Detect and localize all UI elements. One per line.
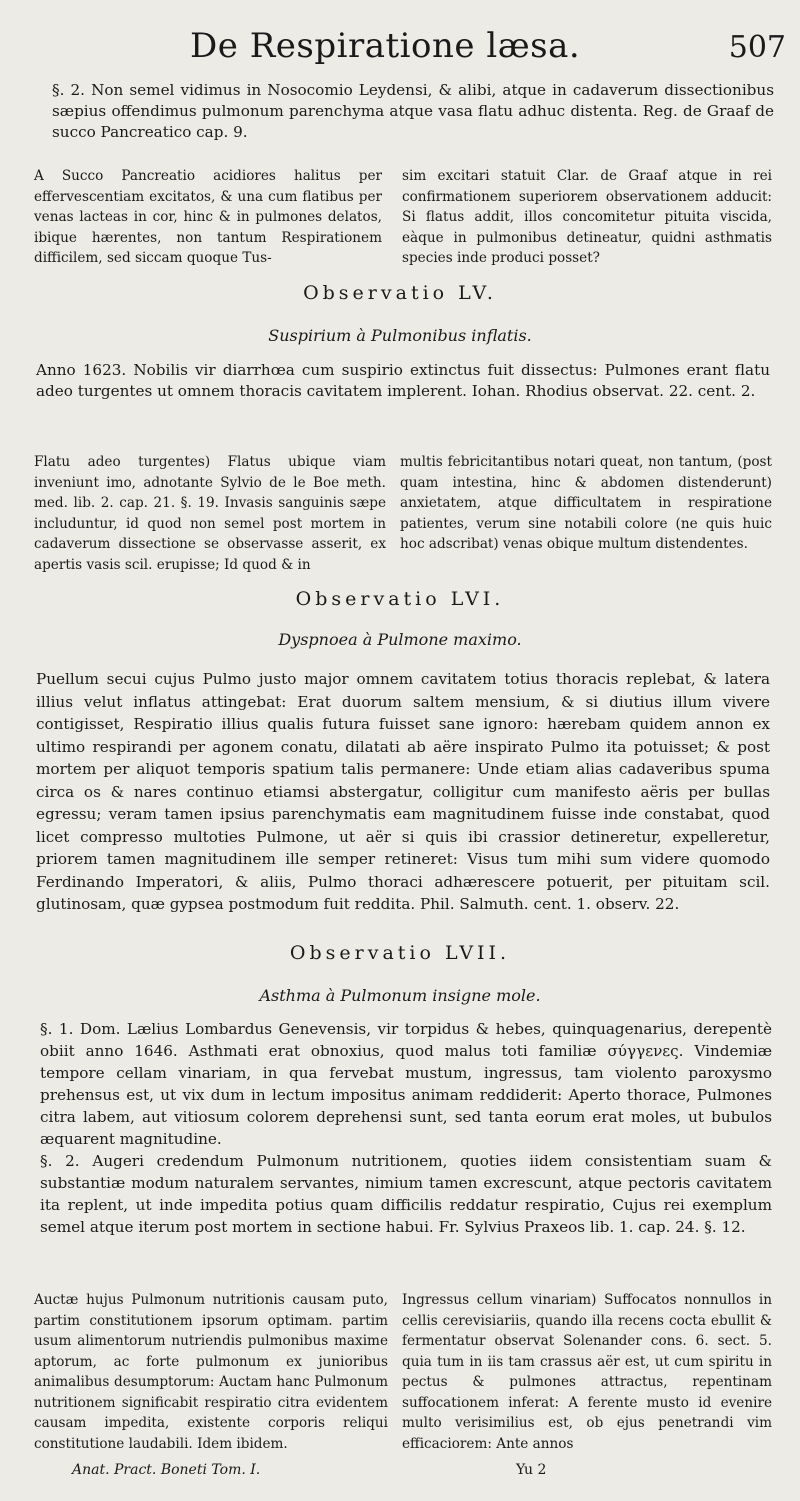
scholion-left-column bbox=[34, 166, 382, 269]
scholion-right-column bbox=[400, 452, 772, 555]
scholion-left-column bbox=[34, 452, 386, 575]
section-heading: Observatio LV. bbox=[303, 282, 497, 304]
running-footer: Anat. Pract. Boneti Tom. I. bbox=[72, 1462, 261, 1478]
observation-body bbox=[36, 360, 770, 402]
observation-paragraph-1: §. 1. Dom. Lælius Lombardus Genevensis, vir torpidus & hebes, quinquagenarius, derepentè obiit anno 1646. Asthmati erat obnoxius, quod malus toti familiæ σύγγενες. Vindemiæ tempore cellam vinariam, in qua fervebat mustum, ingressus, tam violento paroxysmo prehensus est, ut vix dum in lectum impositus animam reddiderit: Aperto thorace, Pulmones citra labem, aut vitiosum colorem deprehensi sunt, sed tanta eorum erat moles, ut bubulos æquarent magnitudine. bbox=[40, 1020, 772, 1148]
scholion-right-column bbox=[402, 166, 772, 269]
section-heading: Observatio LVII. bbox=[289, 942, 511, 964]
observation-body bbox=[36, 668, 770, 916]
intro-paragraph bbox=[52, 80, 774, 143]
section-heading: Observatio LVI. bbox=[295, 588, 505, 610]
scholion-left-column bbox=[34, 1290, 388, 1454]
scholion-text: Ingressus cellum vinariam) Suffocatos nonnullos in cellis cerevisiariis, quando illa recens cocta ebullit & fermentatur observat Solenander cons. 6. sect. 5. quia tum in iis tam crassus aër est, ut cum spiritu in pectus & pulmones attractus, repentinam suffocationem inferat: A ferente musto id evenire multo verisimilius est, ob ejus penetrandi vim efficaciorem: Ante annos bbox=[402, 1292, 772, 1452]
page-title: De Respiratione læsa. bbox=[190, 26, 581, 66]
scholion-text: multis febricitantibus notari queat, non tantum, (post quam intestina, hinc & abdomen distenderunt) anxietatem, atque difficultatem in respiratione patientes, verum sine notabili colore (ne quis huic hoc adscribat) venas obique multum distendentes. bbox=[400, 454, 772, 552]
section-subtitle: Asthma à Pulmonum insigne mole. bbox=[259, 986, 541, 1005]
observation-text: Puellum secui cujus Pulmo justo major omnem cavitatem totius thoracis replebat, & latera illius velut inflatus attingebat: Erat duorum saltem mensium, & si diutius illum vivere contigisset, Respiratio illius qualis futura fuisset sane ignoro: hærebam quidem annon ex ultimo respirandi per agonem conatu, dilatati ab aëre inspirato Pulmo ita potuisset; & post mortem per aliquot temporis spatium talis permanere: Unde etiam alias cadaveribus spuma circa os & nares continuo etiamsi abstergatur, colligitur cum manifesto aëris per bullas egressu; veram tamen ipsius parenchymatis eam magnitudinem fuisse inde constabat, quod licet compresso multoties Pulmone, ut aër si quis ibi crassior detineretur, expelleretur, priorem tamen magnitudinem ille semper retineret: Visus tum mihi sum videre quomodo Ferdinando Imperatori, & aliis, Pulmo thoraci adhærescere potuerit, per pituitam scil. glutinosam, quæ gypsea postmodum fuit reddita. Phil. Salmuth. cent. 1. observ. 22. bbox=[36, 670, 770, 913]
scholion-text: A Succo Pancreatio acidiores halitus per effervescentiam excitatos, & una cum flatibus per venas lacteas in cor, hinc & in pulmones delatos, ibique hærentes, non tantum Respirationem difficilem, sed siccam quoque Tus- bbox=[34, 168, 382, 266]
section-subtitle: Dyspnoea à Pulmone maximo. bbox=[278, 630, 522, 649]
page-number: 507 bbox=[728, 30, 786, 65]
scholion-text: sim excitari statuit Clar. de Graaf atque in rei confirmationem superiorem observationem adducit: Si flatus addit, illos concomitetur pituita viscida, eàque in pulmonibus detineatur, quidni asthmatis species inde produci posset? bbox=[402, 168, 772, 266]
scholion-right-column bbox=[402, 1290, 772, 1454]
observation-paragraph-2: §. 2. Augeri credendum Pulmonum nutritionem, quoties iidem consistentiam suam & substantiæ modum naturalem servantes, nimium tamen excrescunt, atque pectoris cavitatem ita replent, ut inde impedita potius quam difficilis reddatur respiratio, Cujus rei exemplum semel atque iterum post mortem in sectione habui. Fr. Sylvius Praxeos lib. 1. cap. 24. §. 12. bbox=[40, 1152, 772, 1236]
intro-text: §. 2. Non semel vidimus in Nosocomio Leydensi, & alibi, atque in cadaverum dissectionibus sæpius offendimus pulmonum parenchyma atque vasa flatu adhuc distenta. Reg. de Graaf de succo Pancreatico cap. 9. bbox=[52, 81, 774, 141]
observation-text: Anno 1623. Nobilis vir diarrhœa cum suspirio extinctus fuit dissectus: Pulmones erant flatu adeo turgentes ut omnem thoracis cavitatem implerent. Iohan. Rhodius observat. 22. cent. 2. bbox=[36, 361, 770, 400]
signature-mark: Yu 2 bbox=[516, 1462, 547, 1478]
section-subtitle: Suspirium à Pulmonibus inflatis. bbox=[268, 326, 532, 345]
observation-body bbox=[40, 1018, 772, 1238]
scholion-text: Auctæ hujus Pulmonum nutritionis causam puto, partim constitutionem ipsorum optimam. partim usum alimentorum nutriendis pulmonibus maxime aptorum, ac forte pulmonum ex junioribus animalibus desumptorum: Auctam hanc Pulmonum nutritionem significabit respiratio citra evidentem causam impedita, existente corporis reliqui constitutione laudabili. Idem ibidem. bbox=[34, 1292, 388, 1452]
scholion-text: Flatu adeo turgentes) Flatus ubique viam inveniunt imo, adnotante Sylvio de le Boe meth. med. lib. 2. cap. 21. §. 19. Invasis sanguinis sæpe includuntur, id quod non semel post mortem in cadaverum dissectione se observasse asserit, ex apertis vasis scil. erupisse; Id quod & in bbox=[34, 454, 386, 573]
